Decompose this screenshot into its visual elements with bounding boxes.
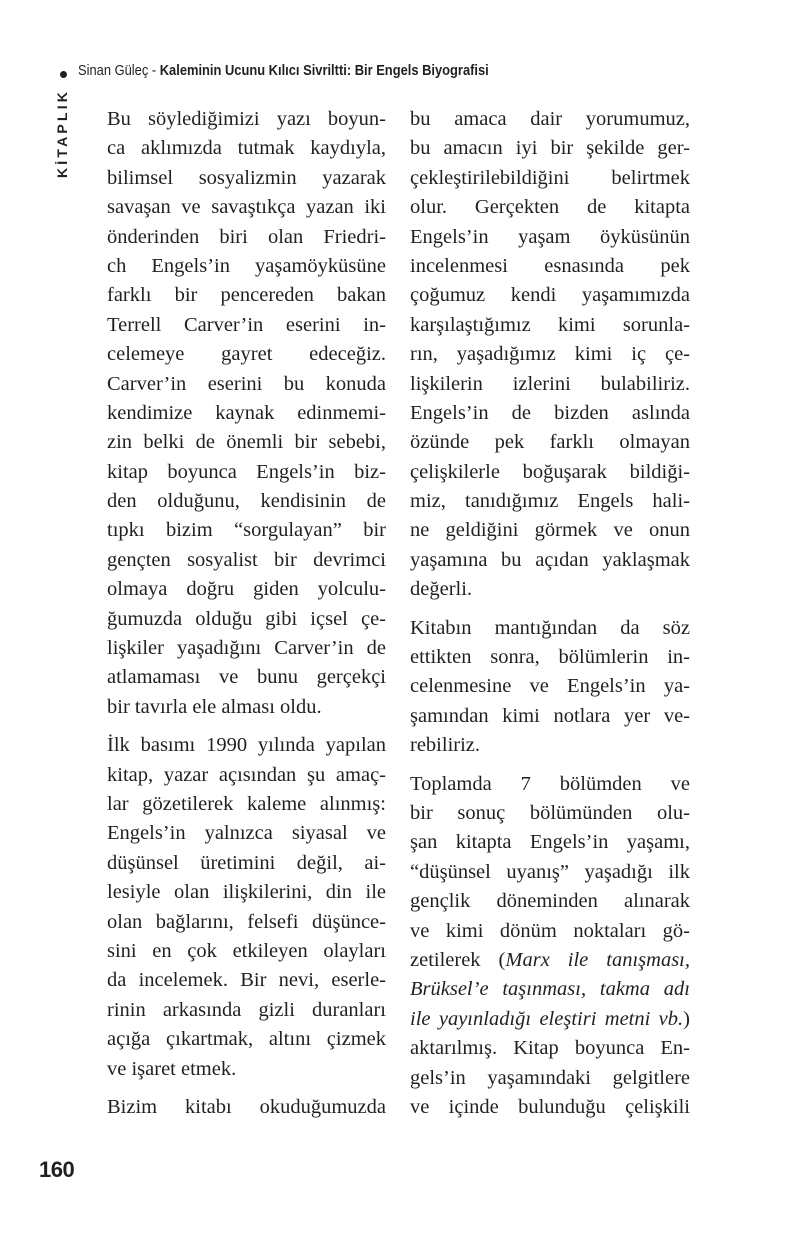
text-segment: miz, tanıdığımız Engels hali- [410, 490, 690, 513]
text-line [410, 946, 690, 975]
text-segment: Terrell Carver’in eserini in- [107, 313, 386, 336]
text-line [107, 164, 386, 193]
text-segment: ettikten sonra, bölümlerin in- [410, 646, 690, 669]
text-segment: gençlik döneminden alınarak [410, 890, 690, 913]
text-line [107, 458, 386, 487]
text-segment: bu amacın iyi bir şekilde ger- [410, 137, 690, 160]
text-line [107, 370, 386, 399]
text-line [107, 908, 386, 937]
text-line [107, 966, 386, 995]
text-line [107, 134, 386, 163]
text-line [410, 1064, 690, 1093]
text-segment: Engels’in de bizden aslında [410, 401, 690, 424]
text-segment: bilimsel sosyalizmin yazarak [107, 166, 386, 189]
text-segment: ne geldiğini görmek ve onun [410, 519, 690, 542]
text-segment: Bizim kitabı okuduğumuzda [107, 1095, 386, 1118]
text-segment: şan kitapta Engels’in yaşamı, [410, 831, 690, 854]
text-segment: atlamaması ve bunu gerçekçi [107, 666, 386, 689]
text-line [410, 340, 690, 369]
header-author: Sinan Güleç - [78, 62, 160, 79]
text-line [410, 1034, 690, 1063]
paragraph [107, 731, 386, 1084]
text-line [410, 858, 690, 887]
text-line [410, 193, 690, 222]
text-line [107, 761, 386, 790]
text-line [107, 819, 386, 848]
text-segment: sini en çok etkileyen olayları [107, 939, 386, 962]
text-segment: Engels’in yaşam öyküsünün [410, 225, 690, 248]
italic-text: Marx ile tanışması, [505, 948, 690, 971]
text-line [107, 340, 386, 369]
text-segment: “düşünsel uyanış” yaşadığı ilk [410, 860, 690, 883]
paragraph [107, 105, 386, 722]
text-segment: incelenmesi esnasında pek [410, 254, 690, 277]
text-line [107, 575, 386, 604]
text-line [410, 458, 690, 487]
text-segment: farklı bir pencereden bakan [107, 284, 386, 307]
text-segment: savaşan ve savaştıkça yazan iki [107, 196, 386, 219]
text-segment: ve içinde bulunduğu çelişkili [410, 1095, 690, 1118]
paragraph [410, 105, 690, 605]
page-number: 160 [39, 1157, 75, 1182]
paragraph [410, 770, 690, 1123]
paragraph [107, 1093, 386, 1122]
text-segment: Engels’in yalnızca siyasal ve [107, 822, 386, 845]
bullet-icon [60, 71, 67, 78]
text-segment: çoğumuz kendi yaşamımızda [410, 284, 690, 307]
text-segment: Toplamda 7 bölümden ve [410, 772, 690, 795]
text-line [107, 193, 386, 222]
text-segment: olan bağlarını, felsefi düşünce- [107, 910, 386, 933]
text-line [410, 428, 690, 457]
text-line [410, 399, 690, 428]
text-line [410, 105, 690, 134]
text-segment: gençten sosyalist bir devrimci [107, 548, 386, 571]
text-line [107, 487, 386, 516]
text-segment: olmaya doğru giden yolculu- [107, 578, 386, 601]
text-segment: aktarılmış. Kitap boyunca En- [410, 1037, 690, 1060]
text-line [107, 105, 386, 134]
text-line [410, 223, 690, 252]
text-segment: ğumuzda olduğu gibi içsel çe- [107, 607, 386, 630]
italic-text: ile yayınladığı eleştiri metni vb. [410, 1007, 684, 1030]
text-segment: kitap boyunca Engels’in biz- [107, 460, 386, 483]
text-line [410, 370, 690, 399]
text-line [107, 663, 386, 692]
text-line [107, 693, 386, 722]
text-segment: den olduğunu, kendisinin de [107, 490, 386, 513]
text-line [107, 428, 386, 457]
text-line [410, 281, 690, 310]
text-line [410, 799, 690, 828]
text-line [410, 252, 690, 281]
text-line [107, 937, 386, 966]
text-line [410, 770, 690, 799]
text-line [107, 546, 386, 575]
text-line [410, 575, 690, 604]
text-line [410, 311, 690, 340]
text-segment: zetilerek ( [410, 948, 506, 971]
text-column-left [107, 105, 386, 1131]
text-line [107, 516, 386, 545]
text-segment: çelişkilerle boğuşarak bildiği- [410, 460, 690, 483]
text-line [107, 1025, 386, 1054]
text-segment: lar gözetilerek kaleme alınmış: [107, 792, 386, 815]
text-line [410, 614, 690, 643]
text-line [107, 605, 386, 634]
text-line [107, 634, 386, 663]
text-line [410, 134, 690, 163]
text-segment: bir tavırla ele alması oldu. [107, 695, 322, 718]
text-segment: Kitabın mantığından da söz [410, 616, 690, 639]
text-segment: ca aklımızda tutmak kaydıyla, [107, 137, 386, 160]
text-segment: Carver’in eserini bu konuda [107, 372, 386, 395]
text-segment: çekleştirilebildiğini belirtmek [410, 166, 690, 189]
text-segment: ve kimi dönüm noktaları gö- [410, 919, 690, 942]
text-segment: tıpkı bizim “sorgulayan” bir [107, 519, 386, 542]
text-line [107, 252, 386, 281]
text-segment: ve işaret etmek. [107, 1057, 237, 1080]
text-segment: şamından kimi notlara yer ve- [410, 704, 690, 727]
text-line [410, 975, 690, 1004]
text-line [107, 790, 386, 819]
text-line [107, 399, 386, 428]
text-line [107, 731, 386, 760]
text-segment: lişkilerin izlerini bulabiliriz. [410, 372, 690, 395]
text-segment: önderinden biri olan Friedri- [107, 225, 386, 248]
text-segment: olur. Gerçekten de kitapta [410, 196, 690, 219]
text-segment: İlk basımı 1990 yılında yapılan [107, 734, 386, 757]
text-line [410, 672, 690, 701]
text-line [107, 1055, 386, 1084]
text-segment: ch Engels’in yaşamöyküsüne [107, 254, 386, 277]
text-line [107, 223, 386, 252]
text-segment: düşünsel üretimini değil, ai- [107, 851, 386, 874]
text-segment: yaşamına bu açıdan yaklaşmak [410, 548, 690, 571]
text-segment: bir sonuç bölümünden olu- [410, 801, 690, 824]
section-label: KİTAPLIK [54, 88, 70, 178]
text-line [107, 849, 386, 878]
text-line [410, 917, 690, 946]
text-segment: rebiliriz. [410, 734, 481, 757]
text-segment: celemeye gayret edeceğiz. [107, 343, 386, 366]
text-line [107, 281, 386, 310]
text-segment: celenmesine ve Engels’in ya- [410, 675, 690, 698]
text-line [410, 702, 690, 731]
text-segment: kitap, yazar açısından şu amaç- [107, 763, 386, 786]
text-line [107, 996, 386, 1025]
text-line [410, 1093, 690, 1122]
header-title: Kaleminin Ucunu Kılıcı Sivriltti: Bir Engels Biyografisi [159, 62, 489, 79]
text-line [410, 828, 690, 857]
text-segment: da incelemek. Bir nevi, eserle- [107, 969, 386, 992]
text-segment: özünde pek farklı olmayan [410, 431, 690, 454]
running-header [78, 62, 489, 79]
paragraph [410, 614, 690, 761]
text-line [410, 643, 690, 672]
text-segment: Bu söylediğimizi yazı boyun- [107, 108, 386, 130]
text-segment: lesiyle olan ilişkilerini, din ile [107, 881, 386, 904]
italic-text: Brüksel’e taşınması, takma adı [410, 978, 690, 1001]
text-segment: rın, yaşadığımız kimi iç çe- [410, 343, 690, 366]
text-segment: değerli. [410, 578, 473, 601]
text-segment: bu amaca dair yorumumuz, [410, 108, 690, 130]
text-line [410, 164, 690, 193]
text-line [410, 546, 690, 575]
text-segment: gels’in yaşamındaki gelgitlere [410, 1066, 690, 1089]
text-segment: zin belki de önemli bir sebebi, [107, 431, 386, 454]
text-segment: açığa çıkartmak, altını çizmek [107, 1028, 386, 1051]
text-line [410, 516, 690, 545]
text-segment: karşılaştığımız kimi sorunla- [410, 313, 690, 336]
text-line [410, 487, 690, 516]
text-line [107, 878, 386, 907]
text-segment: ) [683, 1007, 690, 1030]
text-line [410, 1005, 690, 1034]
text-line [410, 731, 690, 760]
text-line [107, 1093, 386, 1122]
text-line [107, 311, 386, 340]
text-segment: kendimize kaynak edinmemi- [107, 401, 386, 424]
text-line [410, 887, 690, 916]
text-column-right [410, 105, 690, 1131]
text-segment: rinin arkasında gizli duranları [107, 998, 386, 1021]
text-segment: lişkiler yaşadığını Carver’in de [107, 637, 386, 660]
